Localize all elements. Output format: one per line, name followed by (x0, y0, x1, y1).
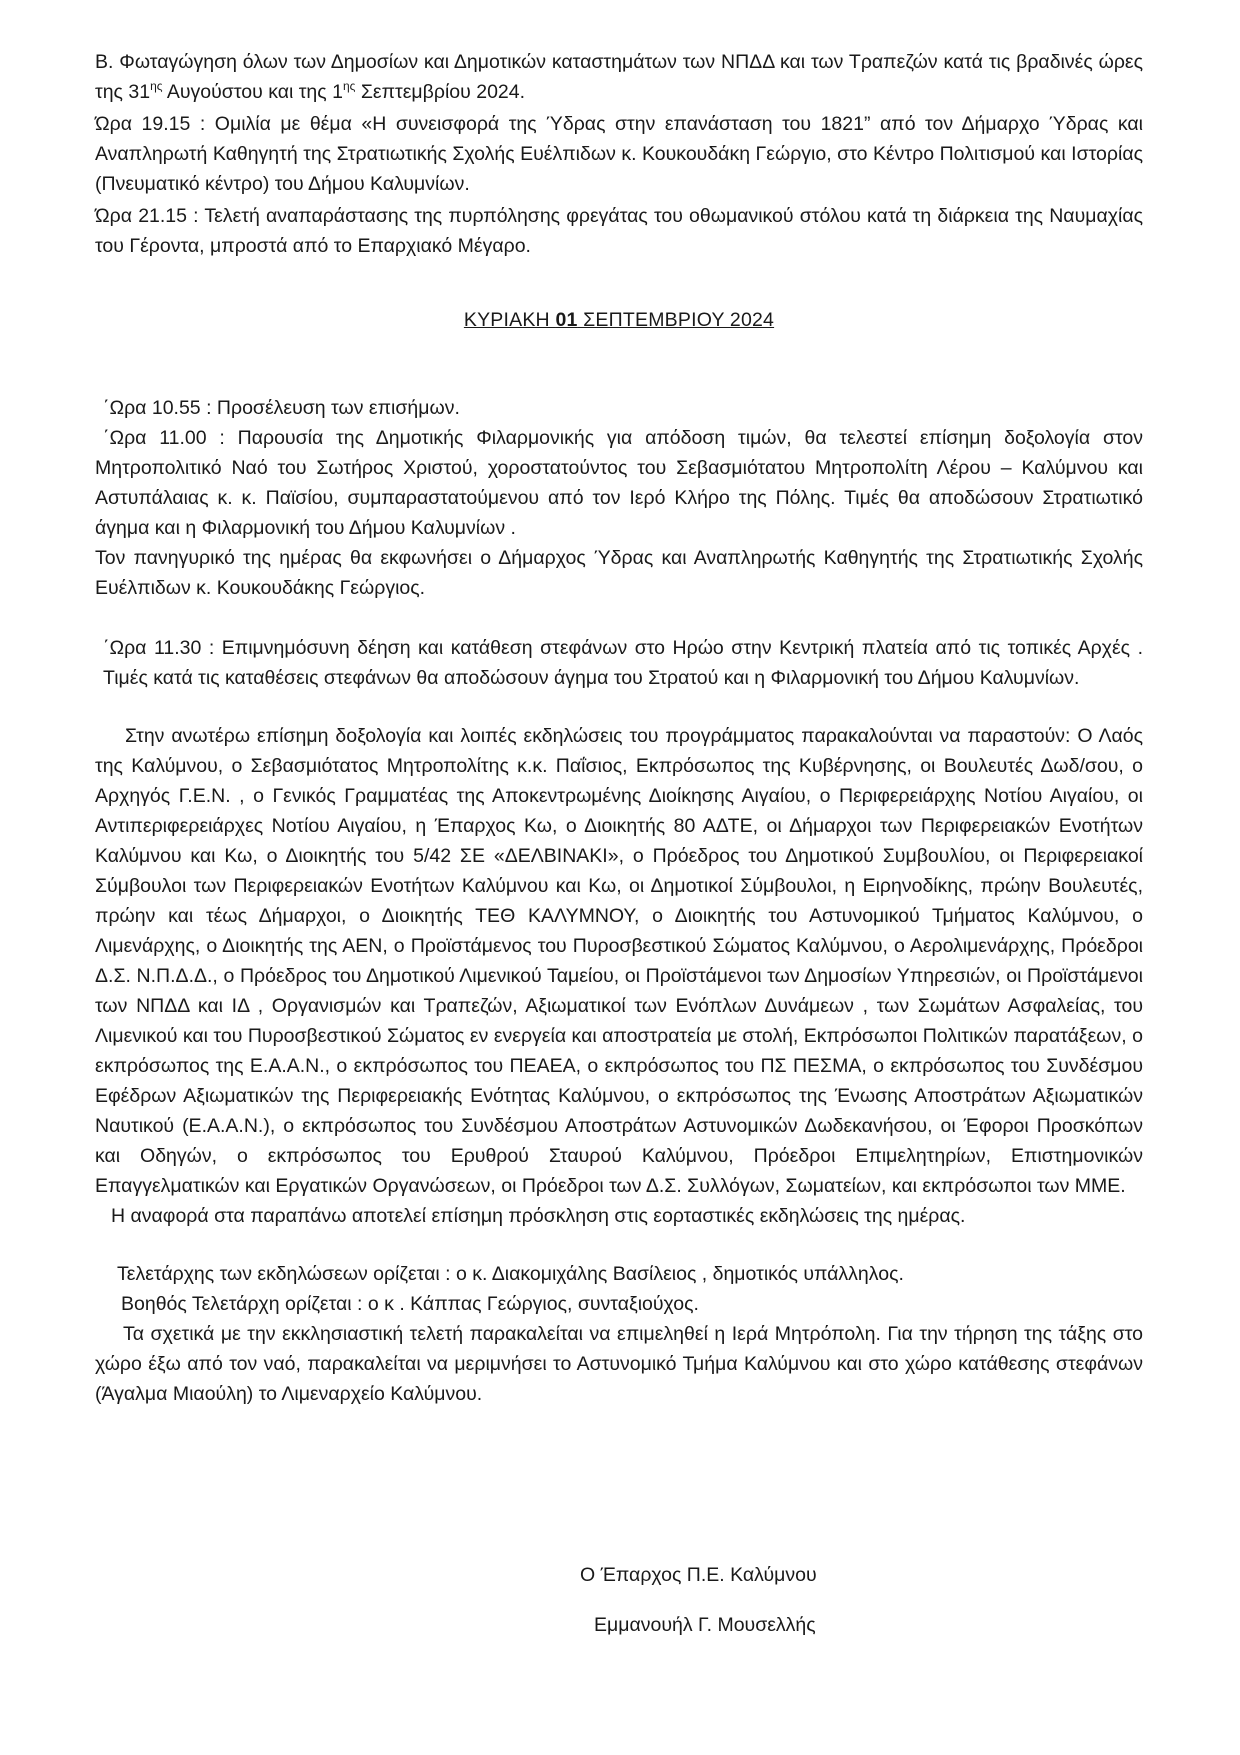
lighting-paragraph (95, 47, 1143, 107)
lighting-text-2: Αυγούστου και της 1 (162, 81, 343, 103)
event-1100 (95, 423, 1143, 543)
signature-name: Εμμανουήλ Γ. Μουσελλής (594, 1614, 816, 1636)
ordinal-sup-2: ης (342, 79, 356, 93)
heading-date-number: 01 (555, 309, 578, 331)
panegyric-paragraph: Τον πανηγυρικό της ημέρας θα εκφωνήσει ο Δήμαρχος Ύδρας και Αναπληρωτής Καθηγητής της Στρατιωτικής Σχολής Ευέλπιδων κ. Κουκουδάκης Γεώργιος. (95, 547, 1143, 599)
event-1055: ΄Ωρα 10.55 : Προσέλευση των επισήμων. (103, 397, 460, 419)
event-1915: Ώρα 19.15 : Ομιλία με θέμα «Η συνεισφορά της Ύδρας στην επανάσταση του 1821” από τον Δήμαρχο Ύδρας και Αναπληρωτή Καθηγητή της Στρατιωτικής Σχολής Ευέλπιδων κ. Κουκουδάκη Γεώργιο, στο Κέντρο Πολιτισμού και Ιστορίας (Πνευματικό κέντρο) του Δήμου Καλυμνίων. (95, 113, 1143, 195)
event-2115: Ώρα 21.15 : Τελετή αναπαράστασης της πυρπόλησης φρεγάτας του οθωμανικού στόλου κατά τη διάρκεια της Ναυμαχίας του Γέροντα, μπροστά από το Επαρχιακό Μέγαρο. (95, 205, 1143, 257)
lighting-text-1: Β. Φωταγώγηση όλων των Δημοσίων και Δημοτικών καταστημάτων των ΝΠΔΔ και των Τραπεζών κατά τις βραδινές ώρες της 31 (95, 51, 1143, 103)
event-1130: ΄Ωρα 11.30 : Επιμνημόσυνη δέηση και κατάθεση στεφάνων στο Ηρώο στην Κεντρική πλατεία από τις τοπικές Αρχές . Τιμές κατά τις καταθέσεις στεφάνων θα αποδώσουν άγημα του Στρατού και η Φιλαρμονική του Δήμου Καλυμνίων. (103, 637, 1143, 689)
closing-paragraph: Τα σχετικά με την εκκλησιαστική τελετή παρακαλείται να επιμεληθεί η Ιερά Μητρόπολη. Για την τήρηση της τάξης στο χώρο έξω από τον ναό, παρακαλείται να μεριμνήσει το Αστυνομικό Τμήμα Καλύμνου και στο χώρο κατάθεσης στεφάνων (Άγαλμα Μιαούλη) το Λιμεναρχείο Καλύμνου. (95, 1323, 1143, 1405)
section-heading-sunday (95, 305, 1143, 335)
ceremony-assistant: Βοηθός Τελετάρχη ορίζεται : ο κ . Κάππας Γεώργιος, συνταξιούχος. (121, 1293, 699, 1315)
event-1100-text: ΄Ωρα 11.00 : Παρουσία της Δημοτικής Φιλαρμονικής για απόδοση τιμών, θα τελεστεί επίσημη δοξολογία στον Μητροπολιτικό Ναό του Σωτήρος Χριστού, χοροστατούντος του Σεβασμιότατου Μητροπολίτη Λέρου – Καλύμνου και Αστυπάλαιας κ. κ. Παϊσίου, συμπαραστατούμενου από τον Ιερό Κλήρο της Πόλης. Τιμές θα αποδώσουν Στρατιωτικό άγημα και η Φιλαρμονική του Δήμου Καλυμνίων . (95, 427, 1143, 539)
lighting-text-3: Σεπτεμβρίου 2024. (355, 81, 526, 103)
signature-title: Ο Έπαρχος Π.Ε. Καλύμνου (580, 1564, 817, 1586)
attendees-paragraph: Στην ανωτέρω επίσημη δοξολογία και λοιπές εκδηλώσεις του προγράμματος παρακαλούνται να παραστούν: Ο Λαός της Καλύμνου, ο Σεβασμιότατος Μητροπολίτης κ.κ. Παΐσιος, Εκπρόσωπος της Κυβέρνησης, οι Βουλευτές Δωδ/σου, ο Αρχηγός Γ.Ε.Ν. , ο Γενικός Γραμματέας της Αποκεντρωμένης Διοίκησης Αιγαίου, ο Περιφερειάρχης Νοτίου Αιγαίου, οι Αντιπεριφερειάρχες Νοτίου Αιγαίου, η Έπαρχος Κω, ο Διοικητής 80 ΑΔΤΕ, οι Δήμαρχοι των Περιφερειακών Ενοτήτων Καλύμνου και Κω, ο Διοικητής του 5/42 ΣΕ «ΔΕΛΒΙΝΑΚΙ», ο Πρόεδρος του Δημοτικού Συμβουλίου, οι Περιφερειακοί Σύμβουλοι των Περιφερειακών Ενοτήτων Καλύμνου και Κω, οι Δημοτικοί Σύμβουλοι, η Ειρηνοδίκης, πρώην Βουλευτές, πρώην και τέως Δήμαρχοι, ο Διοικητής ΤΕΘ ΚΑΛΥΜΝΟΥ, ο Διοικητής του Αστυνομικού Τμήματος Καλύμνου, ο Λιμενάρχης, ο Διοικητής της ΑΕΝ, ο Προϊστάμενος του Πυροσβεστικού Σώματος Καλύμνου, ο Αερολιμενάρχης, Πρόεδροι Δ.Σ. Ν.Π.Δ.Δ., ο Πρόεδρος του Δημοτικού Λιμενικού Ταμείου, οι Προϊστάμενοι των Δημοσίων Υπηρεσιών, οι Προϊστάμενοι των ΝΠΔΔ και ΙΔ , Οργανισμών και Τραπεζών, Αξιωματικοί των Ενόπλων Δυνάμεων , των Σωμάτων Ασφαλείας, του Λιμενικού και του Πυροσβεστικού Σώματος εν ενεργεία και αποστρατεία με στολή, Εκπρόσωποι Πολιτικών παρατάξεων, ο εκπρόσωπος της Ε.Α.Α.Ν., ο εκπρόσωπος του ΠΕΑΕΑ, ο εκπρόσωπος του ΠΣ ΠΕΣΜΑ, ο εκπρόσωπος του Συνδέσμου Εφέδρων Αξιωματικών της Περιφερειακής Ενότητας Καλύμνου, ο εκπρόσωπος της Ένωσης Αποστράτων Αξιωματικών Ναυτικού (Ε.Α.Α.Ν.), ο εκπρόσωπος του Συνδέσμου Αποστράτων Αστυνομικών Δωδεκανήσου, οι Έφοροι Προσκόπων και Οδηγών, ο εκπρόσωπος του Ερυθρού Σταυρού Καλύμνου, Πρόεδροι Επιμελητηρίων, Επιστημονικών Επαγγελματικών και Εργατικών Οργανώσεων, οι Πρόεδροι των Δ.Σ. Συλλόγων, Σωματείων, και εκπρόσωποι των ΜΜΕ. (95, 725, 1143, 1197)
heading-day: ΚΥΡΙΑΚΗ (463, 309, 556, 331)
document-body (95, 47, 1143, 1409)
official-invitation: Η αναφορά στα παραπάνω αποτελεί επίσημη πρόσκληση στις εορταστικές εκδηλώσεις της ημέρας. (111, 1205, 966, 1227)
ceremony-master: Τελετάρχης των εκδηλώσεων ορίζεται : ο κ. Διακομιχάλης Βασίλειος , δημοτικός υπάλληλος. (117, 1263, 904, 1285)
ordinal-sup-1: ης (150, 79, 163, 93)
heading-month-year: ΣΕΠΤΕΜΒΡΙΟΥ 2024 (577, 309, 775, 331)
